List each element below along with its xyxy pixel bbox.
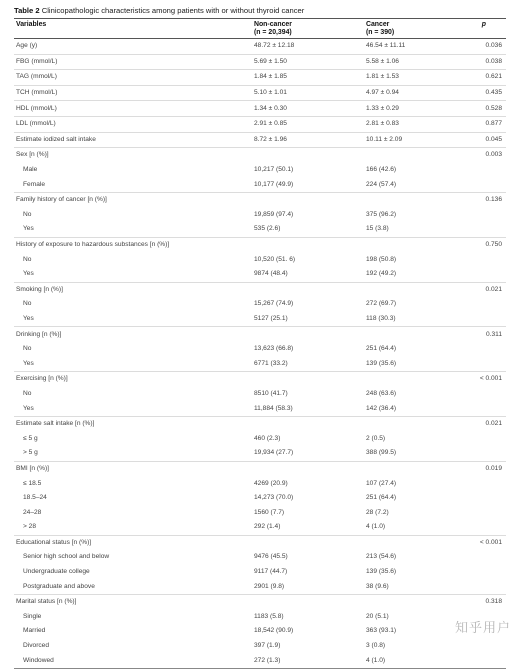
row-cancer-value <box>364 372 476 387</box>
header-cancer-n: (n = 390) <box>366 29 395 36</box>
row-label: ≤ 5 g <box>23 434 38 442</box>
row-label: Estimate salt intake [n (%)] <box>14 416 252 431</box>
row-cancer-value: 4.97 ± 0.94 <box>364 85 476 101</box>
row-label: No <box>23 389 32 397</box>
row-p-value: 0.021 <box>476 282 506 297</box>
row-noncancer-value: 535 (2.6) <box>254 225 281 233</box>
row-noncancer-value <box>252 237 364 252</box>
table-row <box>14 505 506 520</box>
row-cancer-value: 28 (7.2) <box>366 508 389 516</box>
row-noncancer-value: 1183 (5.8) <box>254 612 284 620</box>
row-label: Family history of cancer [n (%)] <box>14 192 252 207</box>
row-p-value <box>476 297 506 312</box>
row-cancer-value: 4 (1.0) <box>366 656 386 664</box>
row-noncancer-value: 5.10 ± 1.01 <box>252 85 364 101</box>
table-row <box>14 535 506 550</box>
row-p-value: 0.435 <box>476 85 506 101</box>
header-noncancer <box>252 19 364 39</box>
table-row <box>14 610 506 625</box>
row-noncancer-value <box>252 192 364 207</box>
table-container <box>14 5 506 669</box>
table-row <box>14 342 506 357</box>
header-p-value: p <box>481 21 486 28</box>
table-row <box>14 327 506 342</box>
row-noncancer-value: 19,934 (27.7) <box>254 449 294 457</box>
row-label: Smoking [n (%)] <box>14 282 252 297</box>
row-label: LDL (mmol/L) <box>14 116 252 132</box>
row-cancer-value <box>364 416 476 431</box>
row-p-value: 0.877 <box>476 116 506 132</box>
row-cancer-value: 251 (64.4) <box>366 345 397 353</box>
row-label: 24–28 <box>23 508 42 516</box>
row-noncancer-value <box>252 535 364 550</box>
table-row <box>14 252 506 267</box>
row-cancer-value: 2.81 ± 0.83 <box>364 116 476 132</box>
header-row <box>14 19 506 39</box>
row-p-value <box>476 387 506 402</box>
table-row <box>14 401 506 416</box>
row-cancer-value: 118 (30.3) <box>366 314 396 322</box>
row-cancer-value: 142 (36.4) <box>366 404 397 412</box>
row-label: HDL (mmol/L) <box>14 101 252 117</box>
table-caption <box>14 5 506 16</box>
row-p-value <box>476 222 506 237</box>
table-row <box>14 624 506 639</box>
row-label: Yes <box>23 359 34 367</box>
row-cancer-value <box>364 594 476 609</box>
table-row <box>14 594 506 609</box>
row-cancer-value: 20 (5.1) <box>366 612 389 620</box>
row-label: No <box>23 300 32 308</box>
table-row <box>14 132 506 148</box>
row-noncancer-value: 397 (1.9) <box>254 642 281 650</box>
row-cancer-value: 251 (64.4) <box>366 494 397 502</box>
row-p-value: 0.019 <box>476 461 506 476</box>
row-cancer-value <box>364 148 476 163</box>
table-row <box>14 163 506 178</box>
row-label: Drinking [n (%)] <box>14 327 252 342</box>
row-label: Postgraduate and above <box>23 582 95 590</box>
row-label: History of exposure to hazardous substances [n (%)] <box>14 237 252 252</box>
row-p-value <box>476 401 506 416</box>
row-noncancer-value: 14,273 (70.0) <box>254 494 294 502</box>
table-row <box>14 653 506 668</box>
row-p-value <box>476 446 506 461</box>
row-label: Senior high school and below <box>23 553 110 561</box>
row-p-value <box>476 431 506 446</box>
row-noncancer-value: 9117 (44.7) <box>254 568 288 576</box>
table-row <box>14 476 506 491</box>
table-row <box>14 565 506 580</box>
row-cancer-value: 139 (35.6) <box>366 359 397 367</box>
row-p-value: 0.003 <box>476 148 506 163</box>
row-noncancer-value: 9874 (48.4) <box>254 270 288 278</box>
row-noncancer-value <box>252 594 364 609</box>
row-noncancer-value: 460 (2.3) <box>254 434 281 442</box>
table-row <box>14 39 506 55</box>
row-noncancer-value: 11,884 (58.3) <box>254 404 293 412</box>
row-label: Yes <box>23 270 34 278</box>
row-cancer-value: 1.81 ± 1.53 <box>364 70 476 86</box>
row-noncancer-value: 4269 (20.9) <box>254 479 288 487</box>
row-cancer-value: 388 (99.5) <box>366 449 397 457</box>
row-cancer-value: 1.33 ± 0.29 <box>364 101 476 117</box>
table-caption-label: Table 2 <box>14 6 40 15</box>
row-cancer-value: 3 (0.8) <box>366 642 386 650</box>
row-p-value: 0.021 <box>476 416 506 431</box>
row-label: No <box>23 255 32 263</box>
row-label: Yes <box>23 314 34 322</box>
table-row <box>14 297 506 312</box>
table-row <box>14 446 506 461</box>
row-label: Divorced <box>23 642 50 650</box>
table-row <box>14 550 506 565</box>
row-label: Age (y) <box>16 42 38 50</box>
row-p-value <box>476 520 506 535</box>
table-row <box>14 431 506 446</box>
row-label: TCH (mmol/L) <box>14 85 252 101</box>
row-cancer-value: 38 (9.6) <box>366 582 389 590</box>
row-p-value: 0.311 <box>476 327 506 342</box>
row-p-value <box>476 177 506 192</box>
table-row <box>14 461 506 476</box>
row-noncancer-value: 5127 (25.1) <box>254 314 288 322</box>
row-p-value: 0.528 <box>476 101 506 117</box>
row-noncancer-value: 5.69 ± 1.50 <box>252 54 364 70</box>
row-label: Female <box>23 180 45 188</box>
row-cancer-value: 2 (0.5) <box>366 434 386 442</box>
row-p-value <box>476 491 506 506</box>
row-p-value <box>476 163 506 178</box>
row-label: ≤ 18.5 <box>23 479 42 487</box>
row-label: Exercising [n (%)] <box>14 372 252 387</box>
row-noncancer-value: 8.72 ± 1.96 <box>252 132 364 148</box>
row-cancer-value <box>364 327 476 342</box>
row-p-value <box>476 653 506 668</box>
table-row <box>14 372 506 387</box>
row-noncancer-value <box>252 372 364 387</box>
row-p-value: 0.036 <box>485 42 502 50</box>
row-label: Educational status [n (%)] <box>14 535 252 550</box>
row-noncancer-value: 18,542 (90.9) <box>254 627 294 635</box>
table-row <box>14 101 506 117</box>
table-row <box>14 639 506 654</box>
row-noncancer-value: 292 (1.4) <box>254 523 281 531</box>
row-noncancer-value: 48.72 ± 12.18 <box>254 42 295 50</box>
row-noncancer-value: 13,623 (66.8) <box>254 345 294 353</box>
row-cancer-value: 4 (1.0) <box>366 523 386 531</box>
row-cancer-value: 107 (27.4) <box>366 479 397 487</box>
table-row <box>14 116 506 132</box>
row-label: FBG (mmol/L) <box>14 54 252 70</box>
row-noncancer-value: 2.91 ± 0.85 <box>252 116 364 132</box>
row-noncancer-value <box>252 461 364 476</box>
row-label: Male <box>23 166 38 174</box>
table-row <box>14 579 506 594</box>
table-row <box>14 237 506 252</box>
row-cancer-value <box>364 237 476 252</box>
row-label: Yes <box>23 404 34 412</box>
row-cancer-value: 139 (35.6) <box>366 568 397 576</box>
watermark-text: 知乎用户 <box>454 620 511 635</box>
table-row <box>14 70 506 86</box>
row-p-value <box>476 208 506 223</box>
row-p-value <box>476 252 506 267</box>
row-cancer-value: 15 (3.8) <box>366 225 389 233</box>
row-label: BMI [n (%)] <box>14 461 252 476</box>
table-row <box>14 356 506 371</box>
table-row <box>14 282 506 297</box>
row-p-value <box>476 312 506 327</box>
row-cancer-value: 363 (93.1) <box>366 627 397 635</box>
row-noncancer-value: 10,217 (50.1) <box>254 166 294 174</box>
row-cancer-value: 198 (50.8) <box>366 255 397 263</box>
table-row <box>14 387 506 402</box>
table-row <box>14 416 506 431</box>
table-row <box>14 222 506 237</box>
row-p-value <box>476 550 506 565</box>
row-noncancer-value: 10,177 (49.9) <box>254 180 294 188</box>
row-label: No <box>23 345 32 353</box>
row-p-value: < 0.001 <box>476 535 506 550</box>
row-noncancer-value: 2901 (9.8) <box>254 582 285 590</box>
header-cancer-label: Cancer <box>366 21 390 28</box>
row-p-value: 0.038 <box>476 54 506 70</box>
row-noncancer-value: 19,859 (97.4) <box>254 210 294 218</box>
row-noncancer-value <box>252 282 364 297</box>
header-noncancer-label: Non-cancer <box>254 21 292 28</box>
row-noncancer-value: 9476 (45.5) <box>254 553 288 561</box>
row-p-value <box>476 476 506 491</box>
table-row <box>14 85 506 101</box>
row-p-value <box>476 505 506 520</box>
row-noncancer-value <box>252 327 364 342</box>
row-cancer-value: 166 (42.6) <box>366 166 397 174</box>
table-row <box>14 267 506 282</box>
row-p-value <box>476 565 506 580</box>
row-noncancer-value: 8510 (41.7) <box>254 389 288 397</box>
row-noncancer-value: 15,267 (74.9) <box>254 300 294 308</box>
row-p-value <box>476 356 506 371</box>
row-p-value: 0.621 <box>476 70 506 86</box>
row-label: Sex [n (%)] <box>14 148 252 163</box>
row-cancer-value <box>364 192 476 207</box>
row-cancer-value <box>364 282 476 297</box>
row-cancer-value: 213 (54.6) <box>366 553 397 561</box>
row-cancer-value: 46.54 ± 11.11 <box>366 42 406 50</box>
row-label: No <box>23 210 32 218</box>
row-cancer-value: 224 (57.4) <box>366 180 397 188</box>
row-cancer-value <box>364 461 476 476</box>
row-cancer-value <box>364 535 476 550</box>
table-row <box>14 148 506 163</box>
row-noncancer-value: 1.84 ± 1.85 <box>252 70 364 86</box>
row-label: Single <box>23 612 42 620</box>
table-row <box>14 208 506 223</box>
row-label: > 28 <box>23 523 37 531</box>
header-cancer <box>364 19 476 39</box>
row-cancer-value: 248 (63.6) <box>366 389 397 397</box>
row-label: Windowed <box>23 656 54 664</box>
table-body <box>14 39 506 669</box>
table-header <box>14 19 506 39</box>
row-label: Married <box>23 627 46 635</box>
row-noncancer-value: 272 (1.3) <box>254 656 281 664</box>
header-variables: Variables <box>16 21 47 28</box>
table-row <box>14 520 506 535</box>
row-label: Marital status [n (%)] <box>14 594 252 609</box>
row-cancer-value: 272 (69.7) <box>366 300 397 308</box>
row-p-value: 0.136 <box>476 192 506 207</box>
characteristics-table <box>14 18 506 669</box>
row-cancer-value: 5.58 ± 1.06 <box>364 54 476 70</box>
row-p-value <box>476 342 506 357</box>
row-p-value <box>476 267 506 282</box>
row-p-value: 0.318 <box>476 594 506 609</box>
row-label: TAG (mmol/L) <box>14 70 252 86</box>
row-noncancer-value <box>252 416 364 431</box>
row-label: Estimate iodized salt intake <box>14 132 252 148</box>
table-row <box>14 491 506 506</box>
row-noncancer-value: 6771 (33.2) <box>254 359 288 367</box>
row-noncancer-value <box>252 148 364 163</box>
table-row <box>14 54 506 70</box>
row-p-value: 0.750 <box>476 237 506 252</box>
row-cancer-value: 192 (49.2) <box>366 270 397 278</box>
row-p-value <box>476 639 506 654</box>
row-p-value <box>476 579 506 594</box>
row-p-value: < 0.001 <box>476 372 506 387</box>
row-noncancer-value: 1560 (7.7) <box>254 508 285 516</box>
row-label: > 5 g <box>23 449 38 457</box>
table-row <box>14 177 506 192</box>
row-cancer-value: 375 (96.2) <box>366 210 397 218</box>
row-p-value: 0.045 <box>476 132 506 148</box>
row-label: Yes <box>23 225 34 233</box>
row-label: Undergraduate college <box>23 568 90 576</box>
header-noncancer-n: (n = 20,394) <box>254 29 292 36</box>
row-noncancer-value: 10,520 (51. 6) <box>254 255 296 263</box>
row-label: 18.5–24 <box>23 494 47 502</box>
table-row <box>14 312 506 327</box>
table-row <box>14 192 506 207</box>
row-noncancer-value: 1.34 ± 0.30 <box>252 101 364 117</box>
table-caption-text: Clinicopathologic characteristics among patients with or without thyroid cancer <box>41 6 305 15</box>
row-cancer-value: 10.11 ± 2.09 <box>364 132 476 148</box>
